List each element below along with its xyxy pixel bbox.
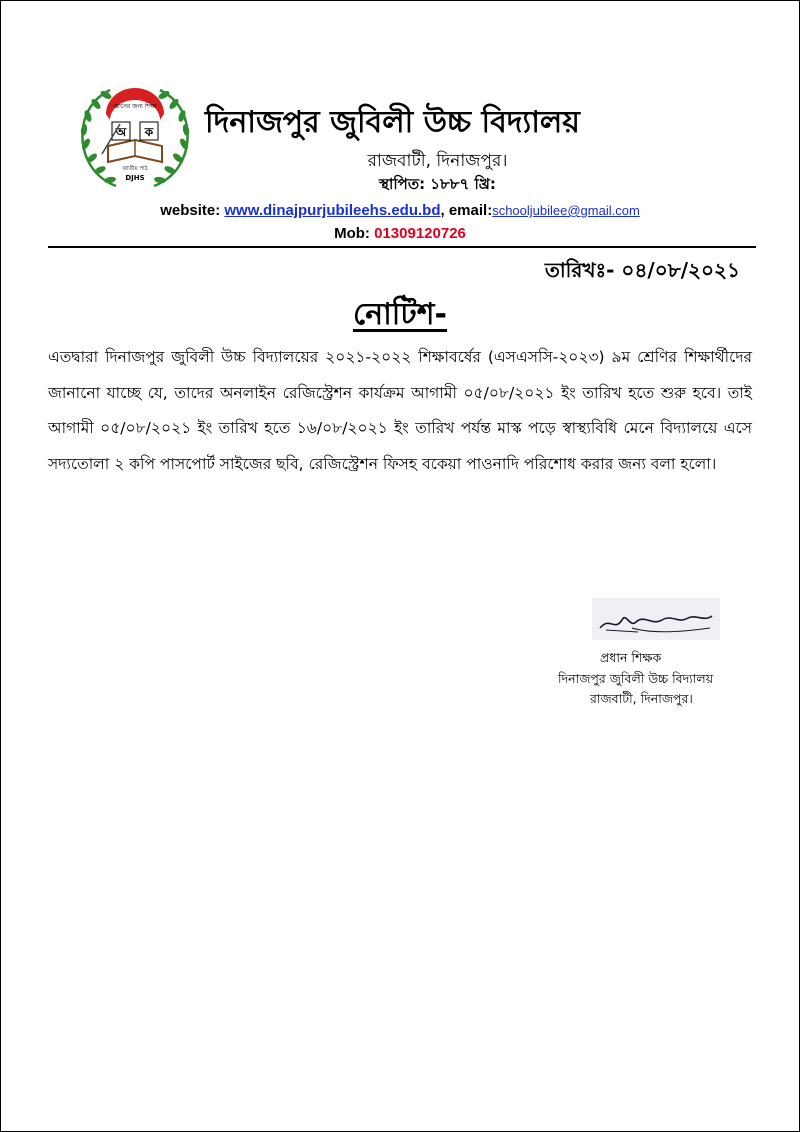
email-label: , email: bbox=[440, 202, 493, 219]
logo-top-text: জ্ঞানের জন্য শিক্ষা bbox=[113, 103, 157, 110]
mobile-label: Mob: bbox=[334, 225, 370, 242]
email-link[interactable]: schooljubilee@gmail.com bbox=[492, 203, 640, 218]
signatory-designation: প্রধান শিক্ষক bbox=[600, 650, 662, 665]
notice-date: তারিখঃ- ০৪/০৮/২০২১ bbox=[544, 258, 740, 282]
website-label: website: bbox=[160, 202, 221, 219]
notice-title: নোটিশ- bbox=[353, 297, 447, 332]
mobile-line bbox=[0, 225, 800, 242]
notice-title-wrap bbox=[0, 290, 800, 341]
signature-image bbox=[592, 598, 720, 640]
logo-monogram: DJHS bbox=[125, 174, 145, 182]
logo-letter-left: অ bbox=[115, 125, 127, 139]
signature-block bbox=[558, 648, 758, 710]
signatory-institution: দিনাজপুর জুবিলী উচ্চ বিদ্যালয় bbox=[558, 670, 714, 686]
school-name: দিনাজপুর জুবিলী উচ্চ বিদ্যালয় bbox=[205, 105, 580, 140]
signatory-location: রাজবাটী, দিনাজপুর। bbox=[590, 691, 693, 706]
mobile-number: 01309120726 bbox=[374, 225, 466, 242]
logo-letter-right: ক bbox=[144, 125, 154, 139]
website-link[interactable]: www.dinajpurjubileehs.edu.bd bbox=[224, 202, 441, 219]
logo-bottom-text: জাতীয় পাঠ bbox=[122, 166, 148, 172]
contact-line bbox=[0, 202, 800, 219]
notice-body: এতদ্বারা দিনাজপুর জুবিলী উচ্চ বিদ্যালয়ের ২০২১-২০২২ শিক্ষাবর্ষের (এসএসসি-২০২৩) ৯ম শ্রেণির শিক্ষার্থীদের জানানো যাচ্ছে যে, তাদের অনলাইন রেজিস্ট্রেশন কার্যক্রম আগামী ০৫/০৮/২০২১ ইং তারিখ হতে শুরু হবে। তাই আগামী ০৫/০৮/২০২১ ইং তারিখ হতে ১৬/০৮/২০২১ ইং তারিখ পর্যন্ত মাস্ক পড়ে স্বাস্থ্যবিধি মেনে বিদ্যালয়ে এসে সদ্যতোলা ২ কপি পাসপোর্ট সাইজের ছবি, রেজিস্ট্রেশন ফিসহ বকেয়া পাওনাদি পরিশোধ করার জন্য বলা হলো। bbox=[48, 348, 752, 473]
established-year: স্থাপিত: ১৮৮৭ খ্রি: bbox=[379, 175, 496, 193]
header-divider bbox=[48, 246, 756, 248]
school-address: রাজবাটী, দিনাজপুর। bbox=[367, 151, 508, 171]
